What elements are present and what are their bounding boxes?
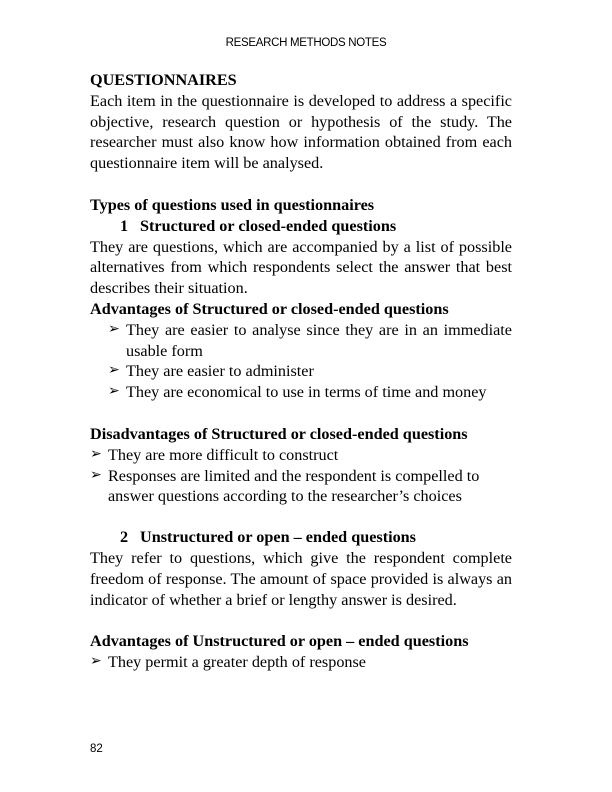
structured-description: They are questions, which are accompanied by a list of possible alternatives from which respondents select the answer that best describes their situation. — [90, 237, 512, 298]
unstructured-description: They refer to questions, which give the respondent complete freedom of response. The amount of space provided is always an indicator of whether a brief or lengthy answer is desired. — [90, 548, 512, 609]
unstructured-heading-text: Unstructured or open – ended questions — [140, 528, 416, 547]
section-title: QUESTIONNAIRES — [90, 71, 237, 89]
unstructured-advantages-heading: Advantages of Unstructured or open – ended questions — [90, 632, 469, 651]
page-number: 82 — [90, 743, 103, 755]
structured-number: 1 — [120, 216, 129, 235]
arrow-bullet-icon: ➢ — [90, 446, 102, 462]
types-heading: Types of questions used in questionnaires — [90, 195, 375, 214]
structured-heading — [120, 216, 512, 237]
running-header: RESEARCH METHODS NOTES — [225, 37, 387, 49]
structured-disadvantages-list — [90, 445, 512, 507]
unstructured-number: 2 — [120, 528, 129, 547]
list-item: ➢ They are easier to analyse since they are in an immediate usable form — [108, 320, 512, 360]
list-item: ➢ They are economical to use in terms of time and money — [108, 383, 487, 402]
list-item: ➢ They permit a greater depth of response — [90, 653, 366, 672]
arrow-bullet-icon: ➢ — [108, 321, 120, 337]
list-item: ➢ They are easier to administer — [108, 362, 314, 381]
list-item: ➢ They are more difficult to construct — [90, 445, 339, 464]
page-content — [90, 70, 512, 673]
arrow-bullet-icon: ➢ — [90, 654, 102, 670]
arrow-bullet-icon: ➢ — [90, 467, 102, 483]
unstructured-advantages-list — [90, 652, 512, 673]
intro-paragraph: Each item in the questionnaire is developed to address a specific objective, research question or hypothesis of the study. The researcher must also know how information obtained from each questionnaire item will be analysed. — [90, 91, 512, 173]
arrow-bullet-icon: ➢ — [108, 363, 120, 379]
arrow-bullet-icon: ➢ — [108, 384, 120, 400]
structured-heading-text: Structured or closed-ended questions — [140, 216, 397, 235]
structured-advantages-list — [90, 320, 512, 403]
structured-advantages-heading: Advantages of Structured or closed-ended questions — [90, 299, 449, 318]
unstructured-heading — [120, 527, 512, 548]
list-item: ➢ Responses are limited and the respondent is compelled to answer questions according to the researcher’s choices — [90, 466, 480, 506]
structured-disadvantages-heading: Disadvantages of Structured or closed-ended questions — [90, 424, 468, 443]
